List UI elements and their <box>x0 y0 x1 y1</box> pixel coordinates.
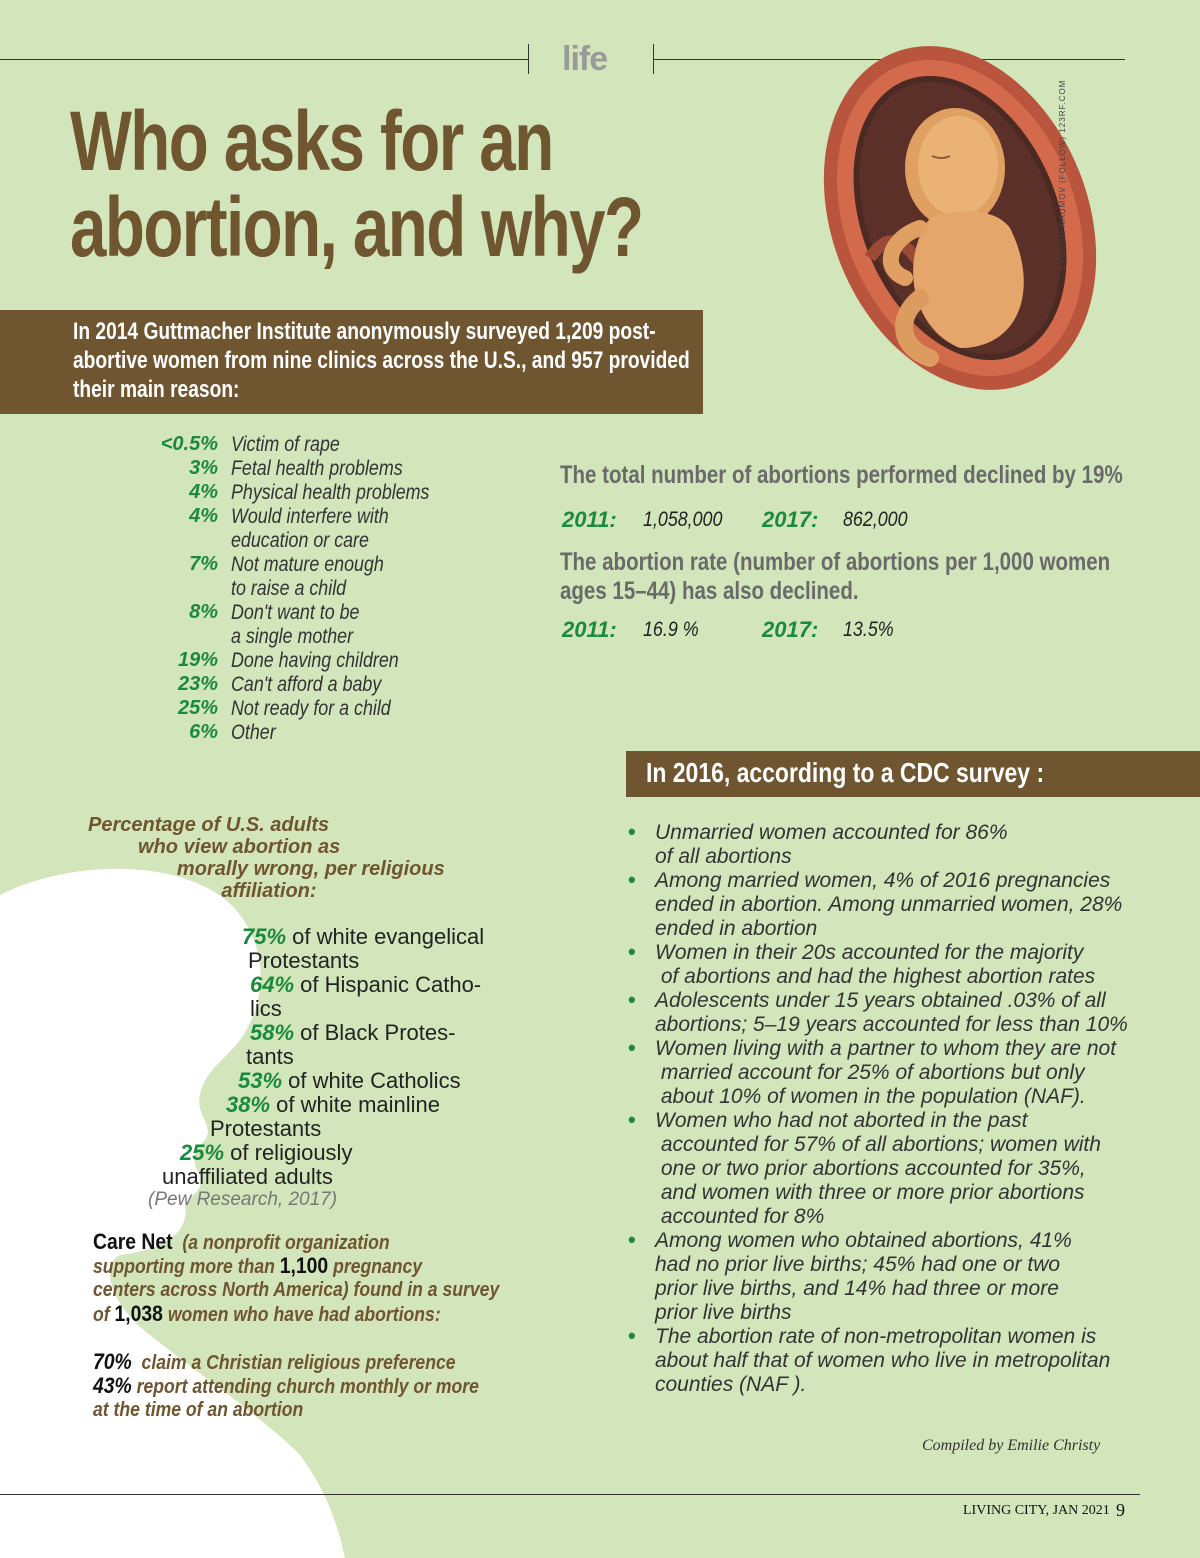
pew-line: 58% of Black Protes- <box>250 1020 456 1045</box>
cdc-bullet-text: Women living with a partner to whom they are not <box>655 1037 1117 1060</box>
cdc-bullet-text: married account for 25% of abortions but only <box>655 1061 1085 1084</box>
carenet-line: of 1,038 women who have had abortions: <box>93 1301 441 1326</box>
reason-text: Don't want to be <box>231 601 360 624</box>
intro-text: In 2014 Guttmacher Institute anonymously surveyed 1,209 post-abortive women from nine clinics across the U.S., and 957 provided their main reason: <box>73 318 690 403</box>
cdc-bullet-text: one or two prior abortions accounted for 35%, <box>655 1157 1086 1180</box>
carenet-line: centers across North America) found in a survey <box>93 1279 500 1301</box>
header-rule-left <box>0 59 528 60</box>
stat-value: 1,058,000 <box>643 508 723 531</box>
reason-pct: 4% <box>189 505 218 527</box>
reason-text: Physical health problems <box>231 481 430 504</box>
rate-heading: The abortion rate (number of abortions per 1,000 women <box>560 548 1111 576</box>
reason-text-cont: to raise a child <box>231 577 347 600</box>
cdc-bullet-text: prior live births <box>655 1301 792 1324</box>
cdc-bullet-text: about half that of women who live in metropolitan <box>655 1349 1111 1372</box>
bullet-marker: • <box>628 1323 636 1348</box>
reason-text: Not ready for a child <box>231 697 391 720</box>
stat-value: 16.9 % <box>643 618 699 641</box>
carenet-stat: 70% claim a Christian religious preference <box>93 1349 456 1374</box>
carenet-line: supporting more than 1,100 pregnancy <box>93 1253 423 1278</box>
cdc-bullet-text: abortions; 5–19 years accounted for less than 10% <box>655 1013 1128 1036</box>
footer-page-number: 9 <box>1116 1500 1125 1520</box>
reason-text: Victim of rape <box>231 433 340 456</box>
page-title <box>70 94 643 274</box>
header-tick-left <box>528 44 529 74</box>
reason-pct: <0.5% <box>160 433 218 455</box>
rate-heading-cont: ages 15–44) has also declined. <box>560 577 859 605</box>
compiled-by-credit: Compiled by Emilie Christy <box>922 1437 1101 1454</box>
cdc-bullet-text: Unmarried women accounted for 86% <box>655 821 1008 844</box>
cdc-bullet-text: about 10% of women in the population (NAF). <box>655 1085 1086 1108</box>
reason-text: Fetal health problems <box>231 457 403 480</box>
bullet-marker: • <box>628 1227 636 1252</box>
cdc-bullet-text: Women who had not aborted in the past <box>655 1109 1028 1132</box>
cdc-bullet-text: ended in abortion. Among unmarried women, 28% <box>655 893 1123 916</box>
reason-pct: 7% <box>189 553 218 575</box>
reason-pct: 19% <box>177 649 218 671</box>
stat-year: 2017: <box>762 507 819 532</box>
pew-title: Percentage of U.S. adults who view abortion as morally wrong, per religious affiliation: <box>88 814 445 902</box>
reason-text-cont: education or care <box>231 529 369 552</box>
reason-pct: 6% <box>189 721 218 743</box>
pew-line: 38% of white mainline <box>226 1092 441 1117</box>
reason-pct: 23% <box>177 673 218 695</box>
bullet-marker: • <box>628 867 636 892</box>
cdc-bullet-text: and women with three or more prior abortions <box>655 1181 1085 1204</box>
pew-line: Protestants <box>248 948 360 973</box>
bullet-marker: • <box>628 939 636 964</box>
reason-text: Would interfere with <box>231 505 389 528</box>
bullet-marker: • <box>628 1035 636 1060</box>
reason-text: Can't afford a baby <box>231 673 382 696</box>
stat-year: 2017: <box>762 617 819 642</box>
reason-pct: 8% <box>189 601 218 623</box>
illustration-credit: EVGENII NAUMOV (FOLLOW) 123RF.COM <box>1058 79 1067 270</box>
title-line-2: abortion, and why? <box>70 180 643 274</box>
carenet-stat: 43% report attending church monthly or more <box>93 1373 479 1398</box>
bullet-marker: • <box>628 1107 636 1132</box>
cdc-bullet-text: Women in their 20s accounted for the majority <box>655 941 1084 964</box>
cdc-bullet-text: of abortions and had the highest abortion rates <box>655 965 1096 988</box>
stat-year: 2011: <box>562 617 617 642</box>
reason-text: Other <box>231 721 276 744</box>
stat-value: 13.5% <box>843 618 894 641</box>
cdc-bullet-text: The abortion rate of non-metropolitan women is <box>655 1325 1097 1348</box>
footer-publication: LIVING CITY, JAN 2021 <box>963 1503 1110 1518</box>
cdc-bullet-text: Among married women, 4% of 2016 pregnancies <box>655 869 1111 892</box>
pew-source: (Pew Research, 2017) <box>148 1189 338 1210</box>
reason-pct: 25% <box>177 697 218 719</box>
pew-line: 25% of religiously <box>180 1140 353 1165</box>
cdc-bullet-text: Among women who obtained abortions, 41% <box>655 1229 1072 1252</box>
pew-line: 64% of Hispanic Catho- <box>250 972 482 997</box>
cdc-bullet-text: Adolescents under 15 years obtained .03% of all <box>655 989 1106 1012</box>
pew-line: lics <box>250 996 282 1021</box>
reason-pct: 3% <box>189 457 218 479</box>
pew-line: 75% of white evangelical <box>242 924 485 949</box>
reason-text: Done having children <box>231 649 399 672</box>
footer-rule <box>0 1494 1140 1495</box>
cdc-bullet-text: had no prior live births; 45% had one or two <box>655 1253 1061 1276</box>
stat-year: 2011: <box>562 507 617 532</box>
carenet-line: Care Net (a nonprofit organization <box>93 1229 390 1254</box>
cdc-bullet-text: of all abortions <box>655 845 792 868</box>
carenet-stat-cont: at the time of an abortion <box>93 1399 304 1421</box>
section-tag: life <box>562 40 608 78</box>
total-decline-heading: The total number of abortions performed declined by 19% <box>560 461 1123 489</box>
reason-pct: 4% <box>189 481 218 503</box>
stat-value: 862,000 <box>843 508 908 531</box>
title-line-1: Who asks for an <box>70 94 553 188</box>
cdc-bullet-text: counties (NAF ). <box>655 1373 807 1396</box>
reason-text-cont: a single mother <box>231 625 354 648</box>
pew-line: unaffiliated adults <box>162 1164 333 1189</box>
bullet-marker: • <box>628 987 636 1012</box>
cdc-heading: In 2016, according to a CDC survey : <box>646 757 1045 788</box>
cdc-bullet-text: ended in abortion <box>655 917 818 940</box>
cdc-bullet-text: prior live births, and 14% had three or more <box>655 1277 1059 1300</box>
cdc-bullet-text: accounted for 8% <box>655 1205 825 1228</box>
pew-line: 53% of white Catholics <box>238 1068 461 1093</box>
pew-line: Protestants <box>210 1116 322 1141</box>
bullet-marker: • <box>628 819 636 844</box>
pew-line: tants <box>246 1044 294 1069</box>
reason-text: Not mature enough <box>231 553 384 576</box>
cdc-bullet-text: accounted for 57% of all abortions; women with <box>655 1133 1101 1156</box>
